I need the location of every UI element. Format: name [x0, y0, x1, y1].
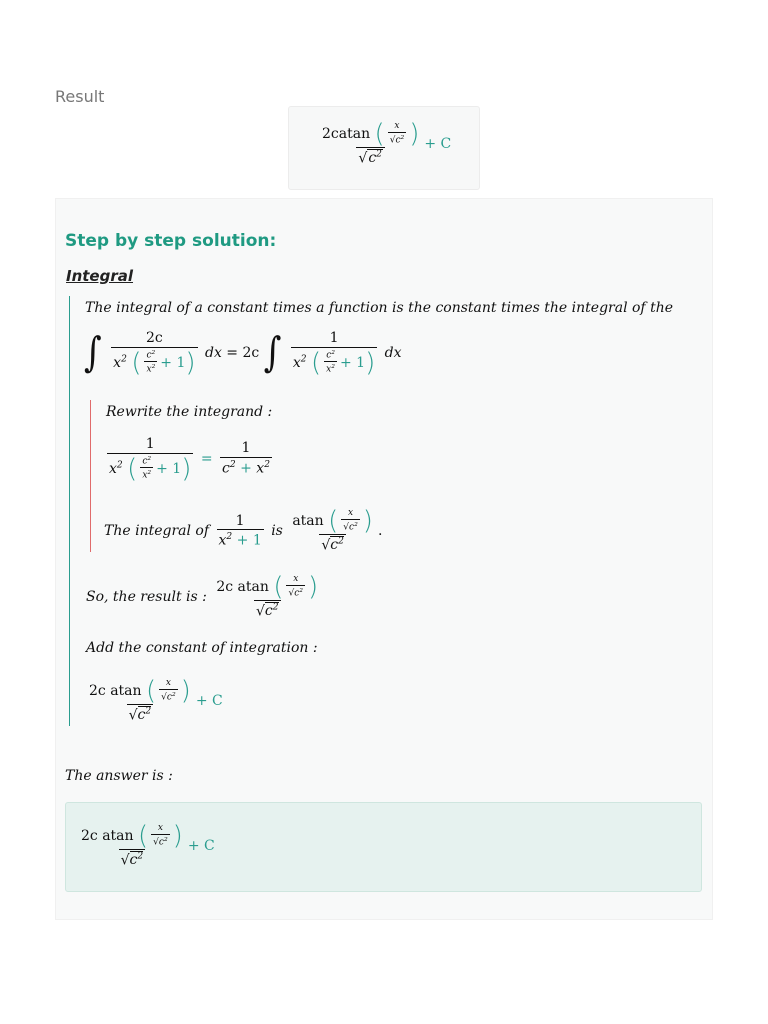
- section-title: Integral: [66, 267, 134, 285]
- inner-step-bar: [90, 400, 91, 552]
- answer-expression: 2c atan ( $\frac{x}{√c^2}$ ) $√c^2$ + C: [81, 821, 215, 869]
- step-title: Step by step solution:: [65, 231, 277, 251]
- rewrite-equation: 1 $x^2$ ( $\frac{c^2}{x^2}$ + 1) = $\frac{1}{c^2 + x^2}$: [109, 436, 270, 484]
- add-constant-text: Add the constant of integration :: [86, 640, 318, 656]
- answer-box: [65, 802, 702, 892]
- rewrite-text: Rewrite the integrand :: [106, 404, 273, 420]
- result-expression: 2catan ( $\frac{x}{√c^2}$ ) $√c^2$ + C: [322, 119, 452, 167]
- answer-text: The answer is :: [65, 768, 173, 784]
- result-box: [288, 106, 480, 190]
- so-result-statement: So, the result is : 2c atan ( $\frac{x}{√c^2}$ ) $√c^2$: [86, 572, 319, 620]
- constant-expression: 2c atan ( $\frac{x}{√c^2}$ ) $√c^2$ + C: [89, 676, 223, 724]
- rule-text: The integral of a constant times a function is the constant times the integral of the: [85, 300, 673, 316]
- result-label: Result: [55, 87, 105, 106]
- integral-of-statement: The integral of $\frac{1}{x^2 + 1}$ is atan ( $\frac{x}{√c^2}$ ) $√c^2$ .: [104, 506, 383, 554]
- integral-equation: ∫ 2c $x^2$ ( $\frac{c^2}{x^2}$ + 1) dx = 2c ∫ 1 $x^2$ ( $\frac{c^2}{x^2}$ + 1) dx: [84, 328, 402, 378]
- outer-step-bar: [69, 296, 70, 726]
